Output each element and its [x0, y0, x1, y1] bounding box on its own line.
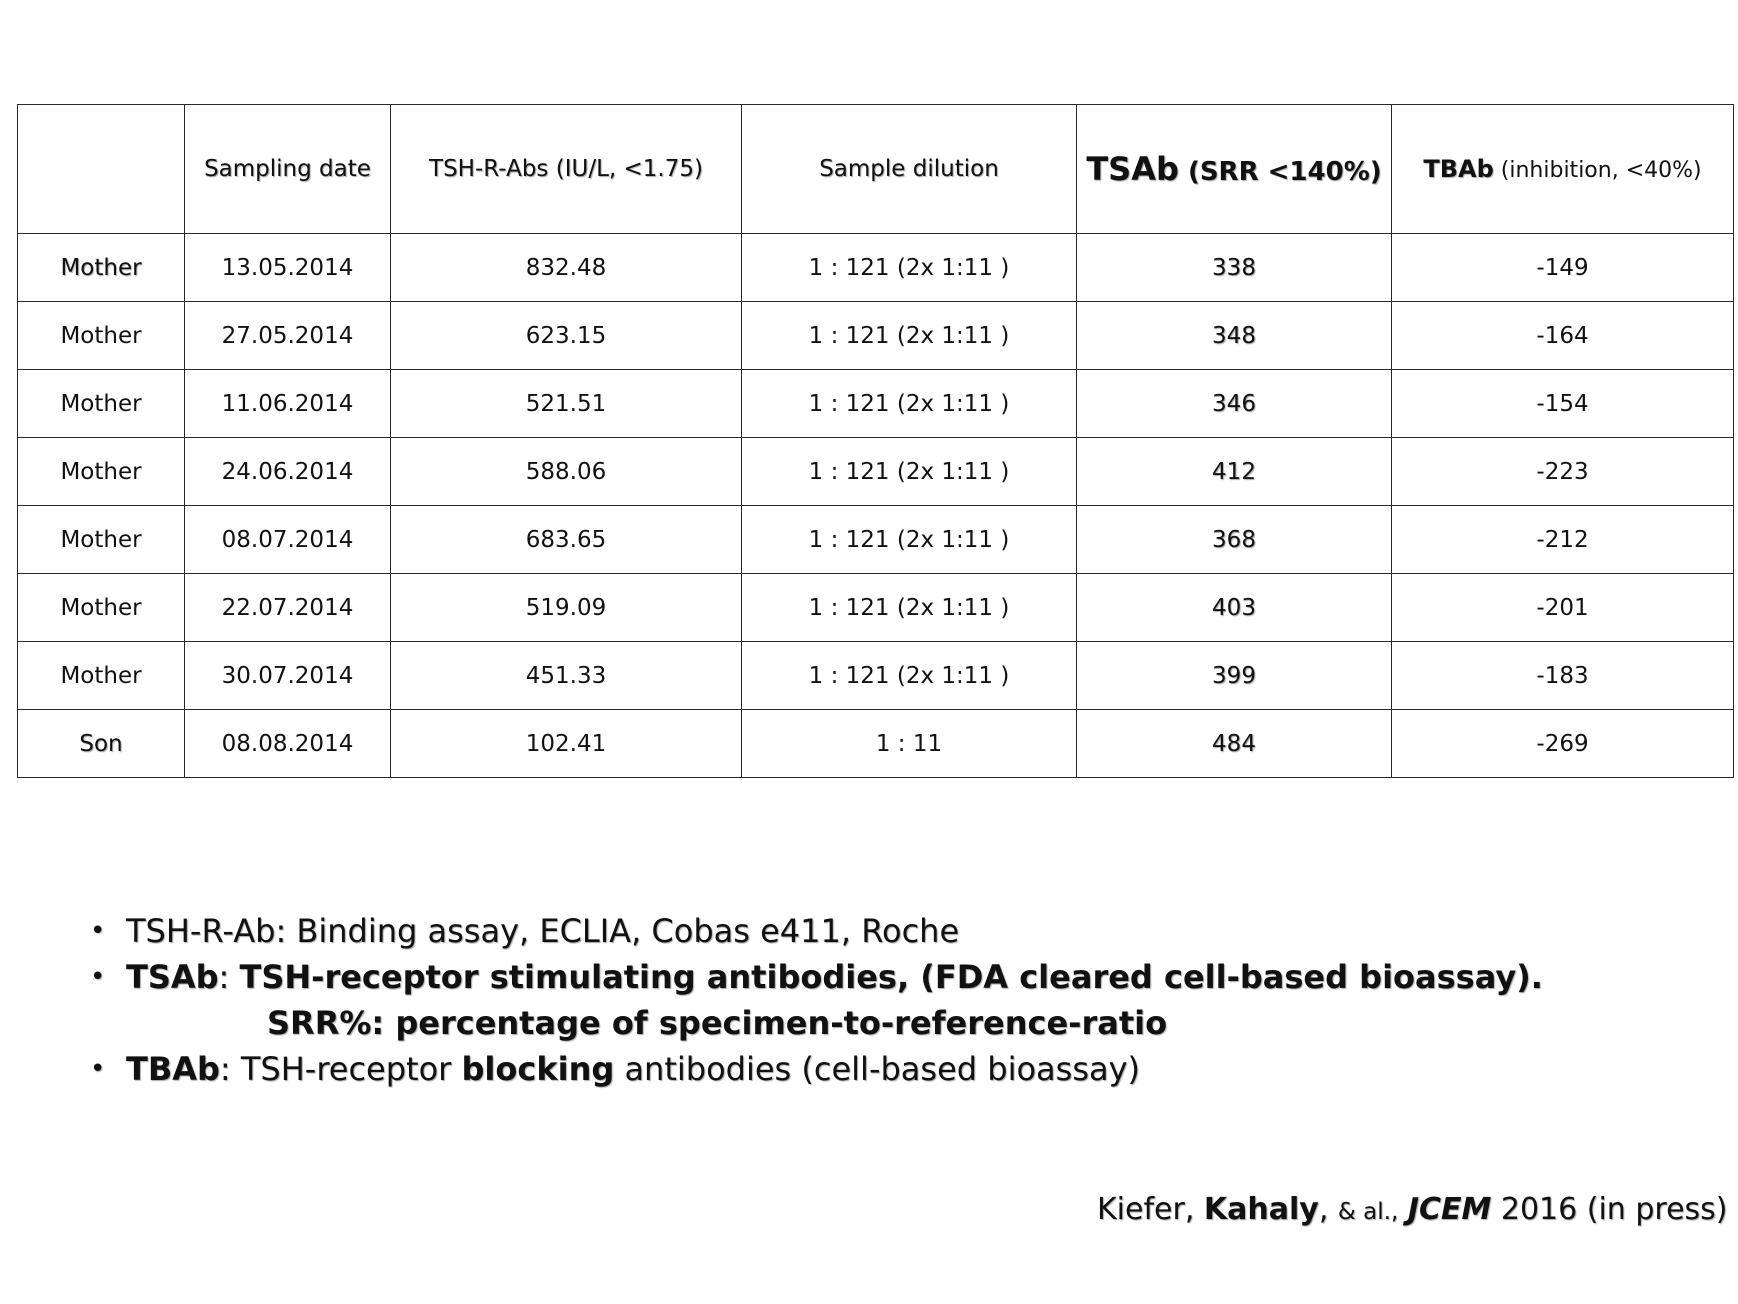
cell-subject: Son [18, 710, 185, 778]
notes-list [90, 908, 1543, 1092]
cell-date: 24.06.2014 [185, 438, 391, 506]
cell-subject: Mother [18, 302, 185, 370]
cell-tsh: 588.06 [391, 438, 742, 506]
note-term: TSAb [126, 958, 219, 996]
citation [1097, 1192, 1728, 1227]
cell-tsh: 519.09 [391, 574, 742, 642]
cell-tsab: 399 [1077, 642, 1392, 710]
cell-tbab: -269 [1392, 710, 1734, 778]
cell-tsh: 521.51 [391, 370, 742, 438]
cell-tbab: -201 [1392, 574, 1734, 642]
cell-tsh: 683.65 [391, 506, 742, 574]
table-header-row [18, 105, 1734, 234]
table-row [18, 710, 1734, 778]
note-colon: : [218, 958, 240, 996]
citation-space [1398, 1192, 1408, 1227]
cell-tsab: 368 [1077, 506, 1392, 574]
cell-date: 27.05.2014 [185, 302, 391, 370]
table-row [18, 642, 1734, 710]
cell-tsh: 623.15 [391, 302, 742, 370]
table-row [18, 506, 1734, 574]
cell-tbab: -164 [1392, 302, 1734, 370]
header-subject [18, 105, 185, 234]
cell-tbab: -149 [1392, 234, 1734, 302]
note-text: TSH-R-Ab: Binding assay, ECLIA, Cobas e411, Roche [126, 912, 960, 950]
cell-dilution: 1 : 121 (2x 1:11 ) [742, 506, 1077, 574]
header-tsh-r-abs: TSH-R-Abs (IU/L, <1.75) [391, 105, 742, 234]
citation-journal: JCEM [1407, 1192, 1492, 1227]
cell-tsab: 412 [1077, 438, 1392, 506]
header-sample-dilution: Sample dilution [742, 105, 1077, 234]
cell-dilution: 1 : 121 (2x 1:11 ) [742, 302, 1077, 370]
header-tbab [1392, 105, 1734, 234]
header-tsab-main: TSAb [1086, 150, 1179, 188]
cell-date: 11.06.2014 [185, 370, 391, 438]
cell-subject: Mother [18, 506, 185, 574]
bullet-icon: • [90, 916, 106, 946]
bullet-icon: • [90, 1054, 106, 1084]
table-row [18, 438, 1734, 506]
note-text: antibodies (cell-based bioassay) [614, 1050, 1141, 1088]
cell-tsh: 832.48 [391, 234, 742, 302]
cell-tsab: 348 [1077, 302, 1392, 370]
cell-tsab: 403 [1077, 574, 1392, 642]
cell-subject: Mother [18, 642, 185, 710]
note-emphasis: blocking [461, 1050, 615, 1088]
cell-tbab: -183 [1392, 642, 1734, 710]
table-row [18, 234, 1734, 302]
note-tsab [90, 954, 1543, 1046]
header-tbab-sub: (inhibition, <40%) [1493, 158, 1702, 183]
cell-date: 08.08.2014 [185, 710, 391, 778]
note-term: TBAb [126, 1050, 220, 1088]
cell-tsab: 338 [1077, 234, 1392, 302]
cell-subject: Mother [18, 234, 185, 302]
table-row [18, 302, 1734, 370]
cell-date: 13.05.2014 [185, 234, 391, 302]
cell-tsab: 346 [1077, 370, 1392, 438]
cell-dilution: 1 : 121 (2x 1:11 ) [742, 234, 1077, 302]
cell-date: 08.07.2014 [185, 506, 391, 574]
table-row [18, 574, 1734, 642]
cell-subject: Mother [18, 574, 185, 642]
header-sampling-date: Sampling date [185, 105, 391, 234]
cell-dilution: 1 : 121 (2x 1:11 ) [742, 642, 1077, 710]
note-text: : TSH-receptor [219, 1050, 462, 1088]
cell-tsh: 451.33 [391, 642, 742, 710]
note-text: TSH-receptor stimulating antibodies, (FDA cleared cell-based bioassay). [239, 958, 1543, 996]
cell-tsh: 102.41 [391, 710, 742, 778]
cell-date: 30.07.2014 [185, 642, 391, 710]
header-tsab [1077, 105, 1392, 234]
cell-dilution: 1 : 121 (2x 1:11 ) [742, 370, 1077, 438]
citation-author: Kiefer, [1097, 1192, 1204, 1227]
results-table [17, 104, 1734, 778]
citation-etal: & al., [1337, 1199, 1399, 1225]
note-srr-definition: SRR%: percentage of specimen-to-reference-ratio [267, 1004, 1168, 1042]
note-tbab [90, 1046, 1543, 1092]
cell-date: 22.07.2014 [185, 574, 391, 642]
note-tsh-r-ab [90, 908, 1543, 954]
cell-subject: Mother [18, 438, 185, 506]
cell-dilution: 1 : 121 (2x 1:11 ) [742, 438, 1077, 506]
cell-subject: Mother [18, 370, 185, 438]
cell-tbab: -154 [1392, 370, 1734, 438]
header-tsab-sub: (SRR <140%) [1178, 157, 1382, 187]
citation-author-bold: Kahaly [1203, 1192, 1319, 1227]
cell-dilution: 1 : 121 (2x 1:11 ) [742, 574, 1077, 642]
table-row [18, 370, 1734, 438]
cell-dilution: 1 : 11 [742, 710, 1077, 778]
cell-tsab: 484 [1077, 710, 1392, 778]
cell-tbab: -212 [1392, 506, 1734, 574]
citation-separator: , [1318, 1192, 1338, 1227]
header-tbab-main: TBAb [1423, 155, 1494, 183]
bullet-icon: • [90, 962, 106, 992]
citation-year: 2016 (in press) [1491, 1192, 1728, 1227]
cell-tbab: -223 [1392, 438, 1734, 506]
